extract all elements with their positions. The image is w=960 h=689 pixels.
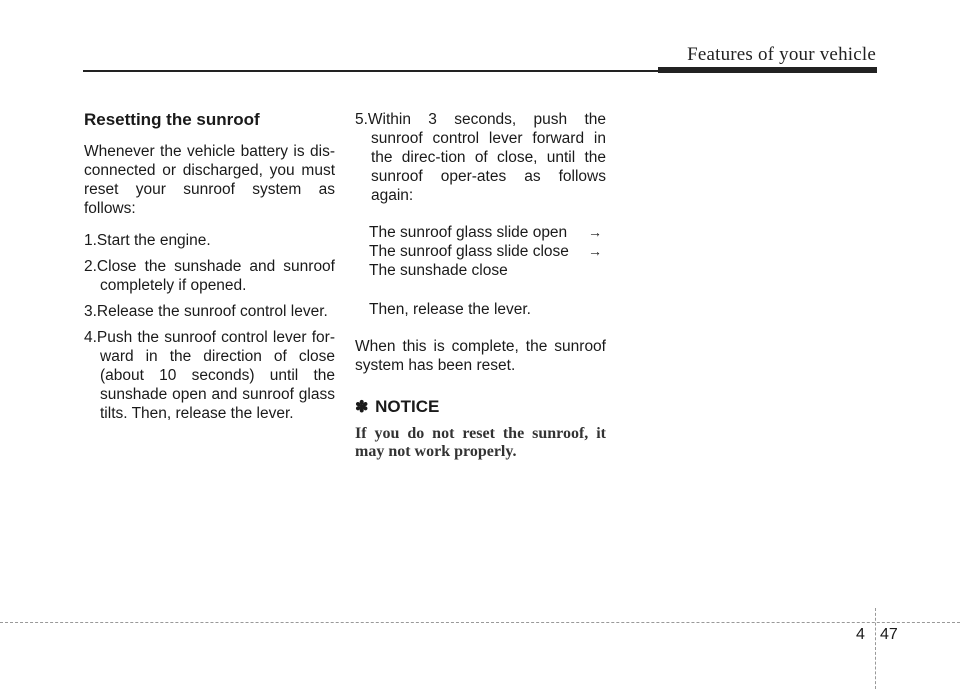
- footer-page-divider: [875, 608, 876, 689]
- sequence-line: [369, 223, 606, 242]
- notice-heading: [355, 397, 606, 418]
- page-header-title: Features of your vehicle: [687, 44, 876, 65]
- header-rule: [83, 70, 658, 72]
- release-instruction: Then, release the lever.: [369, 301, 531, 318]
- sequence-item-1: The sunroof glass slide open: [369, 224, 568, 241]
- sequence-item-3: The sunshade close: [369, 262, 508, 279]
- header-rule-accent: [658, 67, 877, 73]
- intro-paragraph: Whenever the vehicle battery is dis-connected or discharged, you must reset your sunroof system as follows:: [84, 143, 335, 217]
- left-column: [84, 110, 335, 430]
- right-column: [355, 110, 606, 461]
- completion-paragraph: When this is complete, the sunroof system has been reset.: [355, 338, 606, 374]
- step-3: 3.Release the sunroof control lever.: [84, 303, 328, 320]
- arrow-right-icon: →: [588, 243, 602, 259]
- arrow-right-icon: →: [588, 224, 602, 240]
- section-heading: Resetting the sunroof: [84, 110, 260, 129]
- step-2: 2.Close the sunshade and sunroof completely if opened.: [84, 258, 335, 294]
- step-1: 1.Start the engine.: [84, 232, 211, 249]
- step-5: 5.Within 3 seconds, push the sunroof control lever forward in the direc-tion of close, until the sunroof oper-ates as follows again:: [355, 111, 606, 204]
- page-number: 47: [880, 626, 898, 643]
- notice-text: If you do not reset the sunroof, it may not work properly.: [355, 425, 606, 460]
- operation-sequence: [355, 223, 606, 280]
- footer-divider: [0, 622, 960, 623]
- notice-star-icon: ✽: [355, 399, 369, 416]
- chapter-number: 4: [856, 626, 865, 643]
- step-4: 4.Push the sunroof control lever for-ward in the direction of close (about 10 seconds) until the sunshade open and sunroof glass tilts. Then, release the lever.: [84, 329, 335, 422]
- sequence-item-2: The sunroof glass slide close: [369, 243, 569, 260]
- sequence-line: [369, 242, 606, 261]
- sequence-line: [369, 261, 606, 280]
- notice-label: NOTICE: [375, 397, 440, 416]
